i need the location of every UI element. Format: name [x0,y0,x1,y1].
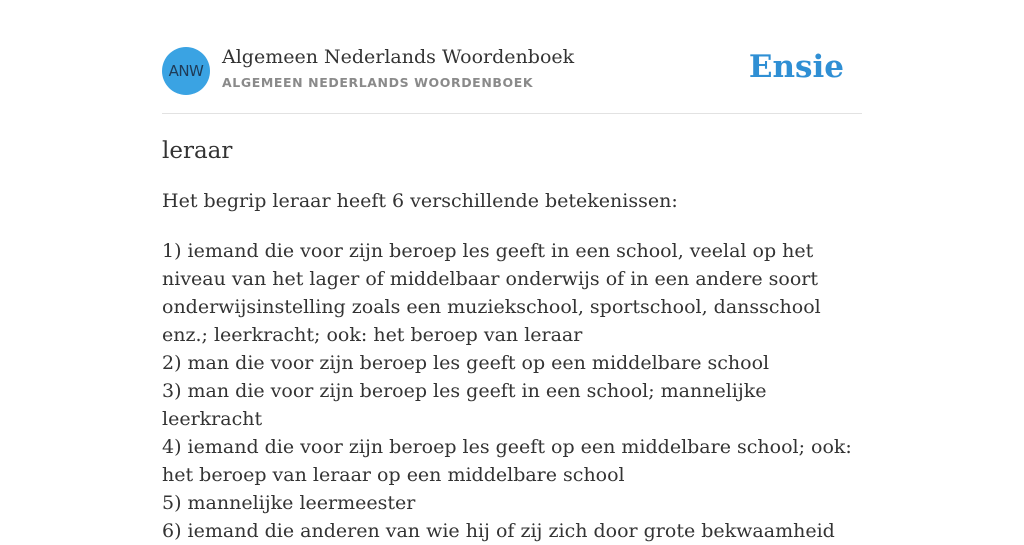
page [162,0,862,542]
meaning-item: 3) man die voor zijn beroep les geeft in een school; mannelijke leerkracht [162,380,767,430]
source-title-link[interactable]: Algemeen Nederlands Woordenboek [222,46,575,68]
meaning-item: 1) iemand die voor zijn beroep les geeft in een school, veelal op het niveau van het lager of middelbaar onderwijs of in een andere soort onderwijsinstelling zoals een muziekschool, sportschool, dansschool enz.; leerkracht; ook: het beroep van leraar [162,240,821,346]
meaning-item: 4) iemand die voor zijn beroep les geeft op een middelbare school; ook: het beroep van leraar op een middelbare school [162,436,852,486]
source-avatar[interactable]: ANW [162,47,210,95]
meaning-item: 6) iemand die anderen van wie hij of zij zich door grote bekwaamheid [162,520,835,542]
headword: leraar [162,138,233,164]
source-subtitle: ALGEMEEN NEDERLANDS WOORDENBOEK [222,75,534,90]
ensie-logo[interactable]: Ensie [748,49,844,85]
meaning-item: 5) mannelijke leermeester [162,492,416,514]
intro-text: Het begrip leraar heeft 6 verschillende betekenissen: [162,190,678,212]
source-header [162,0,862,114]
meanings-list [162,237,852,545]
meaning-item: 2) man die voor zijn beroep les geeft op een middelbare school [162,352,770,374]
